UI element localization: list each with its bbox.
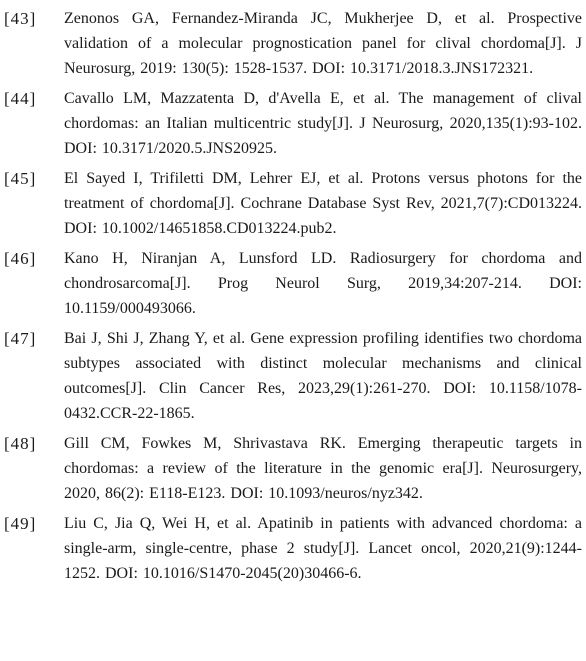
reference-text: Zenonos GA, Fernandez-Miranda JC, Mukherjee D, et al. Prospective validation of a molecular prognostication panel for clival chordoma[J]. J Neurosurg, 2019: 130(5): 1528-1537. DOI: 10.3171/2018.3.JNS172321. xyxy=(64,10,582,77)
reference-item xyxy=(0,166,586,241)
reference-number: [44] xyxy=(4,89,37,108)
reference-text: Gill CM, Fowkes M, Shrivastava RK. Emerging therapeutic targets in chordomas: a review of the literature in the genomic era[J]. Neurosurgery, 2020, 86(2): E118-E123. DOI: 10.1093/neuros/nyz342. xyxy=(64,435,582,502)
reference-text: Kano H, Niranjan A, Lunsford LD. Radiosurgery for chordoma and chondrosarcoma[J]. Prog Neurol Surg, 2019,34:207-214. DOI: 10.1159/000493066. xyxy=(64,250,582,317)
reference-number: [46] xyxy=(4,249,37,268)
reference-number: [43] xyxy=(4,9,37,28)
reference-number: [47] xyxy=(4,329,37,348)
reference-item xyxy=(0,246,586,321)
reference-item xyxy=(0,326,586,426)
reference-text: Bai J, Shi J, Zhang Y, et al. Gene expression profiling identifies two chordoma subtypes associated with distinct molecular mechanisms and clinical outcomes[J]. Clin Cancer Res, 2023,29(1):261-270. DOI: 10.1158/1078-0432.CCR-22-1865. xyxy=(64,330,582,422)
reference-text: Liu C, Jia Q, Wei H, et al. Apatinib in patients with advanced chordoma: a single-arm, single-centre, phase 2 study[J]. Lancet oncol, 2020,21(9):1244-1252. DOI: 10.1016/S1470-2045(20)30466-6. xyxy=(64,515,582,582)
reference-item xyxy=(0,431,586,506)
reference-item xyxy=(0,511,586,586)
reference-item xyxy=(0,86,586,161)
reference-item xyxy=(0,6,586,81)
reference-number: [45] xyxy=(4,169,37,188)
reference-text: Cavallo LM, Mazzatenta D, d'Avella E, et al. The management of clival chordomas: an Italian multicentric study[J]. J Neurosurg, 2020,135(1):93-102. DOI: 10.3171/2020.5.JNS20925. xyxy=(64,90,582,157)
reference-number: [49] xyxy=(4,514,37,533)
reference-text: El Sayed I, Trifiletti DM, Lehrer EJ, et al. Protons versus photons for the treatment of chordoma[J]. Cochrane Database Syst Rev, 2021,7(7):CD013224. DOI: 10.1002/14651858.CD013224.pub2. xyxy=(64,170,582,237)
reference-number: [48] xyxy=(4,434,37,453)
reference-list xyxy=(0,6,586,591)
